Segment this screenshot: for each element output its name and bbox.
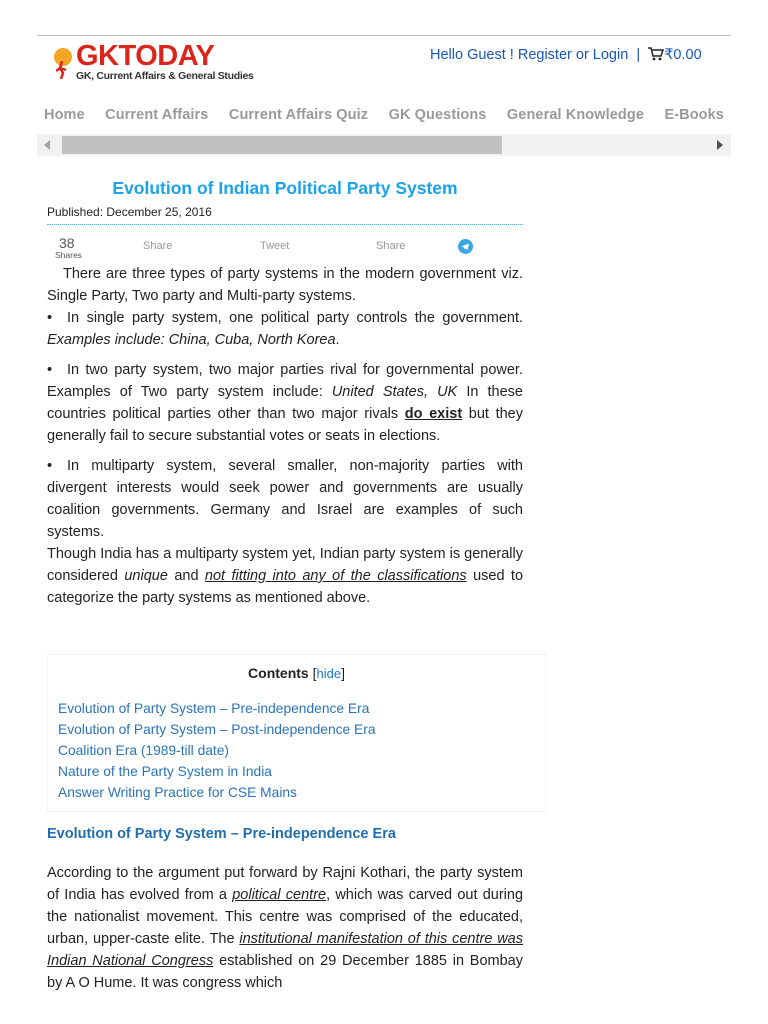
nav-scrollbar[interactable] bbox=[37, 134, 731, 156]
share-count-label: Shares bbox=[55, 250, 82, 260]
facebook-share-button[interactable]: Share bbox=[143, 240, 173, 252]
cart-icon bbox=[648, 47, 664, 61]
article-title: Evolution of Indian Political Party System bbox=[112, 178, 458, 198]
table-of-contents bbox=[47, 654, 546, 812]
runner-icon bbox=[56, 61, 68, 79]
register-login-link[interactable]: Register or Login bbox=[517, 47, 629, 63]
share-bar bbox=[47, 236, 523, 260]
bullet-multi-party: • In multiparty system, several smaller, non-majority parties with divergent interests would seek power and governments are usually coalition governments. Germany and Israel are examples of such systems. bbox=[47, 455, 523, 543]
toc-item-pre-independence[interactable]: Evolution of Party System – Pre-independence Era bbox=[58, 701, 370, 716]
title-divider bbox=[47, 224, 523, 225]
cart-amount: ₹0.00 bbox=[664, 47, 702, 63]
scrollbar-thumb[interactable] bbox=[62, 136, 502, 154]
telegram-icon[interactable] bbox=[458, 239, 473, 254]
nav-gk-questions[interactable]: GK Questions bbox=[388, 107, 487, 123]
brand-name: GKTODAY bbox=[76, 40, 215, 72]
intro-paragraph: There are three types of party systems in the modern government viz. Single Party, Two party and Multi-party systems. bbox=[47, 266, 523, 304]
bullet-two-party: • In two party system, two major parties rival for governmental power. Examples of Two party system include: United States, UK In these countries political parties other than two major rivals do exist but they generally fail to secure substantial votes or seats in elections. bbox=[47, 359, 523, 447]
scroll-right-icon[interactable] bbox=[717, 140, 723, 150]
site-logo[interactable] bbox=[52, 40, 254, 85]
main-nav bbox=[37, 106, 731, 128]
nav-e-books[interactable]: E-Books bbox=[664, 107, 724, 123]
published-date: Published: December 25, 2016 bbox=[47, 205, 212, 219]
toc-header: Contents [hide] bbox=[248, 665, 345, 681]
scroll-left-icon[interactable] bbox=[44, 140, 50, 150]
account-separator: | bbox=[636, 47, 641, 63]
section-heading: Evolution of Party System – Pre-independence Era bbox=[47, 826, 396, 842]
bullet-single-party: • In single party system, one political party controls the government. Examples include: China, Cuba, North Korea. bbox=[47, 307, 523, 351]
toc-item-coalition-era[interactable]: Coalition Era (1989-till date) bbox=[58, 743, 230, 758]
share-count: 38 bbox=[59, 235, 75, 251]
account-bar bbox=[430, 47, 702, 63]
section-paragraph: According to the argument put forward by Rajni Kothari, the party system of India has evolved from a political centre, which was carved out during the nationalist movement. This centre was comprised of the educated, urban, upper-caste elite. The institutional manifestation of this centre was Indian National Congress established on 29 December 1885 in Bombay by A O Hume. It was congress which bbox=[47, 864, 524, 991]
article-body bbox=[47, 263, 523, 609]
header-divider bbox=[37, 35, 731, 36]
toc-title: Contents bbox=[248, 665, 309, 681]
india-paragraph: Though India has a multiparty system yet, Indian party system is generally considered unique and not fitting into any of the classifications used to categorize the party systems as mentioned above. bbox=[47, 546, 524, 606]
brand-tagline: GK, Current Affairs & General Studies bbox=[76, 70, 254, 82]
toc-list bbox=[58, 698, 376, 803]
cart-link[interactable] bbox=[648, 47, 701, 63]
nav-current-affairs[interactable]: Current Affairs bbox=[105, 107, 209, 123]
toc-item-post-independence[interactable]: Evolution of Party System – Post-independence Era bbox=[58, 722, 376, 737]
toc-item-answer-writing[interactable]: Answer Writing Practice for CSE Mains bbox=[58, 785, 297, 800]
greeting-text: Hello Guest ! bbox=[430, 47, 514, 63]
section-body bbox=[47, 847, 523, 1008]
toc-item-nature[interactable]: Nature of the Party System in India bbox=[58, 764, 272, 779]
nav-general-knowledge[interactable]: General Knowledge bbox=[506, 107, 644, 123]
linkedin-share-button[interactable]: Share bbox=[376, 240, 406, 252]
nav-current-affairs-quiz[interactable]: Current Affairs Quiz bbox=[228, 107, 369, 123]
toc-hide-toggle[interactable]: hide bbox=[316, 666, 342, 681]
nav-home[interactable]: Home bbox=[44, 107, 85, 123]
twitter-tweet-button[interactable]: Tweet bbox=[260, 240, 290, 252]
